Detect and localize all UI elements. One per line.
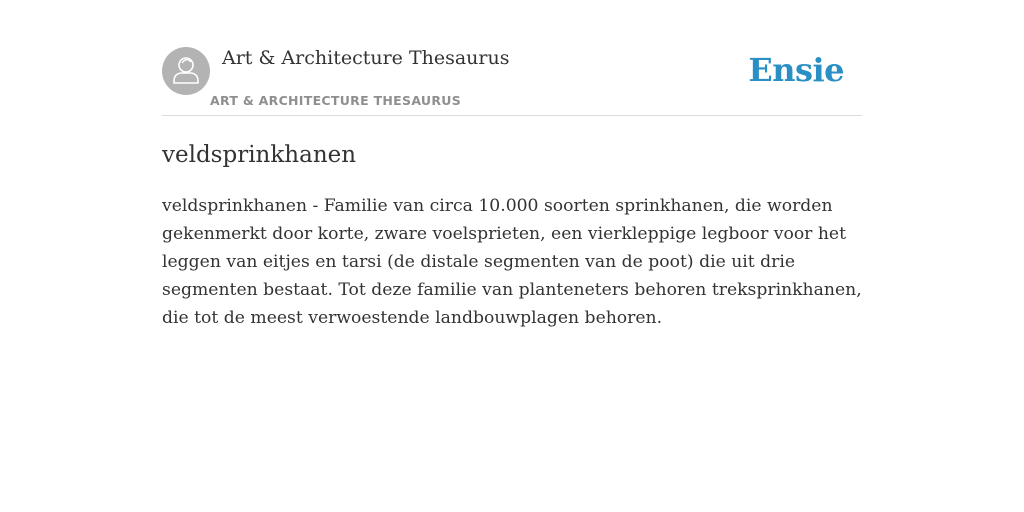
entry-header <box>162 0 862 116</box>
user-avatar-icon[interactable] <box>162 47 210 95</box>
source-label[interactable]: ART & ARCHITECTURE THESAURUS <box>210 93 462 108</box>
entry-definition: veldsprinkhanen - Familie van circa 10.000 soorten sprinkhanen, die worden gekenmerkt door korte, zware voelsprieten, een vierkleppige legboor voor het leggen van eitjes en tarsi (de distale segmenten van de poot) die uit drie segmenten bestaat. Tot deze familie van planteneters behoren treksprinkhanen, die tot de meest verwoestende landbouwplagen behoren. <box>162 196 862 328</box>
author-name[interactable]: Art & Architecture Thesaurus <box>222 47 510 69</box>
brand-logo[interactable]: Ensie <box>748 51 844 89</box>
entry-card <box>162 0 862 512</box>
entry-title: veldsprinkhanen <box>162 142 357 168</box>
